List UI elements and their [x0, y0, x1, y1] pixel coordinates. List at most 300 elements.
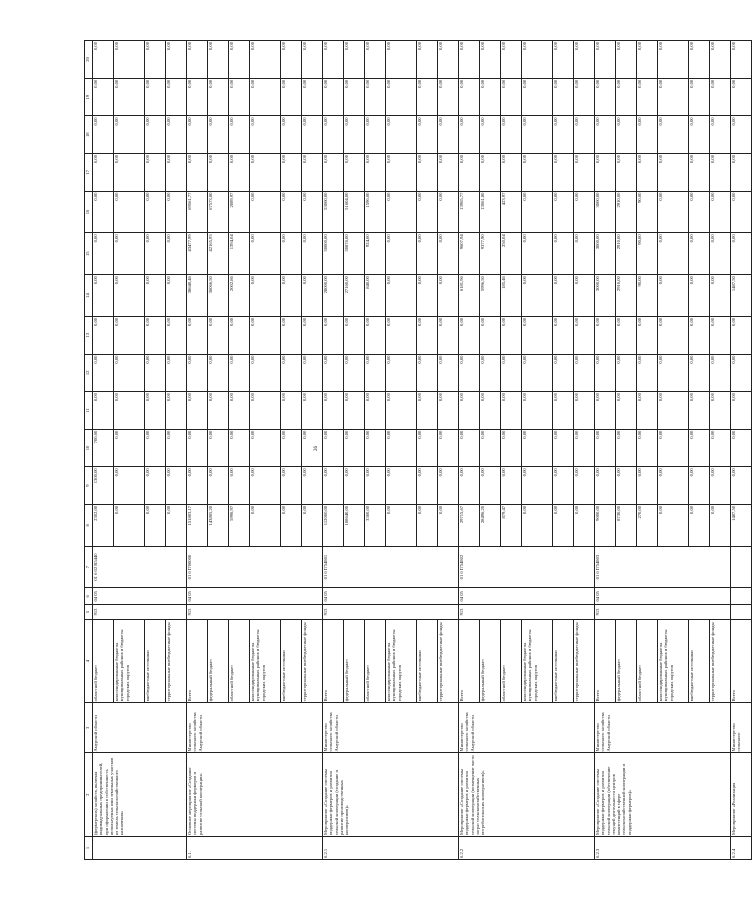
header-cell: 9 [85, 467, 93, 505]
amount-cell: 42165,93 [208, 233, 229, 275]
amount-cell: 0,00 [553, 41, 574, 79]
amount-cell: 0,00 [689, 504, 710, 546]
amount-cell: 2302,00 [93, 504, 114, 546]
amount-cell: 0,00 [574, 153, 595, 191]
amount-cell: 0,00 [281, 191, 302, 233]
amount-cell: 0,00 [689, 275, 710, 317]
funding-source: территориальные внебюджетные фонды [710, 619, 731, 703]
amount-cell: 0,00 [438, 275, 459, 317]
amount-cell: 0,00 [658, 116, 689, 154]
amount-cell: 0,00 [281, 41, 302, 79]
amount-cell: 0,00 [595, 116, 616, 154]
amount-cell: 0,00 [417, 233, 438, 275]
amount-cell: 0,00 [344, 116, 365, 154]
amount-cell: 0,00 [145, 467, 166, 505]
amount-cell: 0,00 [553, 429, 574, 467]
grbs-code: 913 [595, 605, 731, 620]
amount-cell: 0,00 [323, 316, 344, 354]
amount-cell: 0,00 [323, 392, 344, 430]
amount-cell: 0,00 [658, 275, 689, 317]
amount-cell: 0,00 [637, 41, 658, 79]
amount-cell: 0,00 [637, 354, 658, 392]
amount-cell: 0,00 [438, 392, 459, 430]
section-code: 04 05 [595, 588, 731, 605]
amount-cell: 0,00 [208, 153, 229, 191]
amount-cell: 0,00 [710, 392, 731, 430]
amount-cell: 0,00 [658, 504, 689, 546]
amount-cell: 0,00 [731, 233, 752, 275]
amount-cell: 0,00 [417, 41, 438, 79]
executor: Министерство сельского хозяйства Амурской области [323, 703, 459, 753]
amount-cell: 30876,00 [344, 233, 365, 275]
amount-cell: 0,00 [187, 392, 208, 430]
amount-cell: 0,00 [553, 153, 574, 191]
amount-cell: 0,00 [480, 153, 501, 191]
funding-source: консолидированные бюджеты муниципальных районов и бюджеты городских округов [522, 619, 553, 703]
amount-cell: 0,00 [229, 116, 250, 154]
amount-cell: 30000,00 [323, 233, 344, 275]
amount-cell: 0,00 [689, 153, 710, 191]
amount-cell: 0,00 [459, 429, 480, 467]
amount-cell: 0,00 [710, 316, 731, 354]
amount-cell: 0,00 [187, 316, 208, 354]
amount-cell: 0,00 [281, 233, 302, 275]
amount-cell: 0,00 [689, 233, 710, 275]
header-cell: 14 [85, 275, 93, 317]
page-number: 26 [314, 446, 319, 451]
target-article-code [731, 546, 752, 588]
amount-cell: 0,00 [438, 467, 459, 505]
amount-cell: 0,00 [187, 429, 208, 467]
executor: Амурской области [93, 703, 187, 753]
amount-cell: 0,00 [166, 116, 187, 154]
amount-cell: 9607,94 [459, 233, 480, 275]
amount-cell: 0,00 [145, 153, 166, 191]
amount-cell: 69561,77 [187, 191, 208, 233]
header-cell: 8 [85, 504, 93, 546]
amount-cell: 0,00 [365, 392, 386, 430]
amount-cell: 0,00 [501, 316, 522, 354]
amount-cell: 0,00 [166, 78, 187, 116]
item-name: Мероприятие «Создание системы поддержки фермеров и развития сельской кооперации (создание и развитие производственных кооперативов)» [323, 753, 459, 837]
table-body [93, 41, 752, 860]
amount-cell: 0,00 [501, 78, 522, 116]
funding-source: консолидированные бюджеты муниципальных районов и бюджеты городских округов [250, 619, 281, 703]
amount-cell: 0,00 [386, 429, 417, 467]
funding-source: внебюджетные источники [145, 619, 166, 703]
item-name: (фермерских) хозяйств, включая индивидуальных предпринимателей, при оформлении в собственность используемых ими земельных участков из земель сельскохозяйственного назначения» [93, 753, 187, 837]
amount-cell: 0,00 [574, 392, 595, 430]
amount-cell: 0,00 [522, 392, 553, 430]
amount-cell: 0,00 [323, 354, 344, 392]
amount-cell: 0,00 [114, 392, 145, 430]
amount-cell: 0,00 [145, 116, 166, 154]
funding-source: федеральный бюджет [480, 619, 501, 703]
amount-cell: 0,00 [731, 78, 752, 116]
amount-cell: 0,00 [344, 78, 365, 116]
grbs-code: 913 [187, 605, 323, 620]
amount-cell: 0,00 [302, 78, 323, 116]
amount-cell: 5996,97 [229, 504, 250, 546]
amount-cell: 0,00 [323, 78, 344, 116]
amount-cell: 0,00 [208, 316, 229, 354]
amount-cell: 0,00 [710, 275, 731, 317]
funding-source: Всего [187, 619, 208, 703]
amount-cell: 0,00 [637, 467, 658, 505]
amount-cell: 0,00 [459, 116, 480, 154]
amount-cell: 0,00 [417, 78, 438, 116]
amount-cell: 0,00 [689, 116, 710, 154]
amount-cell: 0,00 [250, 233, 281, 275]
amount-cell: 0,00 [501, 392, 522, 430]
amount-cell: 38640,46 [187, 275, 208, 317]
amount-cell: 924,00 [365, 233, 386, 275]
amount-cell: 0,00 [344, 316, 365, 354]
funding-source: областной бюджет [93, 619, 114, 703]
target-article-code: 01 6 I700000 [187, 546, 323, 588]
amount-cell: 0,00 [438, 354, 459, 392]
executor: Министерство сельского хозяйства Амурской области [187, 703, 323, 753]
header-cell: 7 [85, 546, 93, 588]
section-code [731, 588, 752, 605]
amount-cell: 0,00 [302, 392, 323, 430]
amount-cell: 6181,96 [459, 275, 480, 317]
header-cell: 18 [85, 116, 93, 154]
amount-cell: 51604,00 [344, 191, 365, 233]
executor: Министерство сельского [731, 703, 752, 753]
item-number: 6.1. [187, 837, 323, 860]
amount-cell: 0,00 [365, 467, 386, 505]
amount-cell: 0,00 [166, 392, 187, 430]
executor: Министерство сельского хозяйства Амурской области [595, 703, 731, 753]
amount-cell: 0,00 [386, 233, 417, 275]
amount-cell: 0,00 [166, 275, 187, 317]
amount-cell: 0,00 [522, 78, 553, 116]
amount-cell: 1596,00 [365, 191, 386, 233]
amount-cell: 0,00 [386, 78, 417, 116]
amount-cell: 0,00 [658, 429, 689, 467]
amount-cell: 0,00 [553, 191, 574, 233]
amount-cell: 0,00 [281, 316, 302, 354]
amount-cell: 151803,17 [187, 504, 208, 546]
amount-cell: 0,00 [459, 392, 480, 430]
item-number: 6.2.3 [595, 837, 731, 860]
amount-cell: 0,00 [344, 354, 365, 392]
amount-cell: 0,00 [166, 233, 187, 275]
funding-source: территориальные внебюджетные фонды [574, 619, 595, 703]
amount-cell: 0,00 [114, 116, 145, 154]
amount-cell: 0,00 [459, 316, 480, 354]
header-cell: 16 [85, 191, 93, 233]
amount-cell: 0,00 [302, 116, 323, 154]
amount-cell: 0,00 [229, 392, 250, 430]
item-name: Мероприятие «Создание системы поддержки фермеров и развития сельской кооперации (обеспечение текущей деятельности центров компетенций в сфере сельскохозяйственной кооперации и поддержки фермеров)» [595, 753, 731, 837]
amount-cell: 0,00 [710, 78, 731, 116]
amount-cell: 0,00 [574, 429, 595, 467]
amount-cell: 143805,20 [208, 504, 229, 546]
amount-cell: 840,00 [365, 275, 386, 317]
item-name: Основное мероприятие «Создание системы поддержки фермеров и развитие сельской кооперации» [187, 753, 323, 837]
amount-cell: 0,00 [145, 316, 166, 354]
amount-cell: 0,00 [616, 78, 637, 116]
amount-cell: 0,00 [480, 41, 501, 79]
funding-source: федеральный бюджет [344, 619, 365, 703]
amount-cell: 2002,86 [229, 275, 250, 317]
funding-source: территориальные внебюджетные фонды [166, 619, 187, 703]
amount-cell: 90,00 [637, 191, 658, 233]
amount-cell: 0,00 [187, 78, 208, 116]
amount-cell: 29715,67 [459, 504, 480, 546]
amount-cell: 0,00 [459, 354, 480, 392]
amount-cell: 0,00 [187, 467, 208, 505]
grbs-code [731, 605, 752, 620]
amount-cell: 0,00 [658, 41, 689, 79]
amount-cell: 0,00 [323, 41, 344, 79]
amount-cell: 0,00 [522, 191, 553, 233]
amount-cell: 0,00 [323, 467, 344, 505]
amount-cell: 0,00 [731, 116, 752, 154]
amount-cell: 0,00 [522, 116, 553, 154]
amount-cell: 0,00 [417, 354, 438, 392]
amount-cell: 250,04 [501, 233, 522, 275]
rotated-table-container [84, 40, 742, 860]
amount-cell: 0,00 [417, 467, 438, 505]
amount-cell: 0,00 [553, 233, 574, 275]
amount-cell: 0,00 [386, 41, 417, 79]
amount-cell: 0,00 [574, 78, 595, 116]
amount-cell: 0,00 [658, 78, 689, 116]
amount-cell: 0,00 [93, 392, 114, 430]
amount-cell: 3000,00 [595, 233, 616, 275]
amount-cell: 2089,97 [229, 191, 250, 233]
amount-cell: 0,00 [438, 429, 459, 467]
amount-cell: 0,00 [250, 392, 281, 430]
amount-cell: 0,00 [250, 116, 281, 154]
amount-cell: 0,00 [574, 233, 595, 275]
amount-cell: 0,00 [386, 504, 417, 546]
amount-cell: 0,00 [522, 504, 553, 546]
amount-cell: 0,00 [250, 78, 281, 116]
amount-cell: 0,00 [365, 354, 386, 392]
funding-source: Всего [323, 619, 344, 703]
amount-cell: 0,00 [93, 275, 114, 317]
amount-cell: 0,00 [616, 153, 637, 191]
amount-cell: 1487,50 [731, 504, 752, 546]
amount-cell: 0,00 [250, 316, 281, 354]
amount-cell: 112000,00 [323, 504, 344, 546]
header-cell: 15 [85, 233, 93, 275]
amount-cell: 0,00 [281, 153, 302, 191]
amount-cell: 2910,00 [616, 233, 637, 275]
amount-cell: 0,00 [616, 354, 637, 392]
amount-cell: 0,00 [302, 275, 323, 317]
amount-cell: 0,00 [480, 392, 501, 430]
grbs-code: 913 [323, 605, 459, 620]
amount-cell: 0,00 [302, 354, 323, 392]
amount-cell: 0,00 [595, 316, 616, 354]
amount-cell: 0,00 [114, 153, 145, 191]
amount-cell: 0,00 [417, 392, 438, 430]
amount-cell: 0,00 [595, 467, 616, 505]
amount-cell: 0,00 [229, 78, 250, 116]
section-code: 04 05 [459, 588, 595, 605]
amount-cell: 0,00 [114, 429, 145, 467]
amount-cell: 0,00 [281, 354, 302, 392]
amount-cell: 0,00 [689, 354, 710, 392]
amount-cell: 0,00 [637, 429, 658, 467]
amount-cell: 0,00 [417, 153, 438, 191]
amount-cell: 0,00 [145, 78, 166, 116]
amount-cell: 0,00 [386, 467, 417, 505]
amount-cell: 0,00 [501, 354, 522, 392]
amount-cell: 0,00 [302, 233, 323, 275]
amount-cell: 2910,00 [616, 191, 637, 233]
amount-cell: 0,00 [250, 191, 281, 233]
amount-cell: 0,00 [480, 116, 501, 154]
header-cell: 12 [85, 354, 93, 392]
amount-cell: 28000,00 [323, 275, 344, 317]
amount-cell: 0,00 [93, 316, 114, 354]
section-code: 04 05 [93, 588, 187, 605]
amount-cell: 0,00 [689, 392, 710, 430]
amount-cell: 0,00 [480, 78, 501, 116]
header-row [85, 41, 93, 860]
amount-cell: 0,00 [208, 41, 229, 79]
header-cell: 13 [85, 316, 93, 354]
amount-cell: 0,00 [595, 153, 616, 191]
amount-cell: 0,00 [658, 191, 689, 233]
amount-cell: 0,00 [616, 316, 637, 354]
amount-cell: 0,00 [438, 233, 459, 275]
amount-cell: 0,00 [731, 191, 752, 233]
amount-cell: 1394,04 [229, 233, 250, 275]
amount-cell: 28496,20 [480, 504, 501, 546]
funding-source: федеральный бюджет [208, 619, 229, 703]
amount-cell: 0,00 [710, 354, 731, 392]
amount-cell: 0,00 [637, 153, 658, 191]
amount-cell: 0,00 [553, 78, 574, 116]
amount-cell: 0,00 [710, 429, 731, 467]
amount-cell: 0,00 [438, 504, 459, 546]
amount-cell: 0,00 [501, 116, 522, 154]
funding-source: областной бюджет [501, 619, 522, 703]
amount-cell: 0,00 [166, 504, 187, 546]
amount-cell: 0,00 [302, 41, 323, 79]
table-row [93, 41, 114, 860]
amount-cell: 0,00 [637, 392, 658, 430]
amount-cell: 0,00 [365, 153, 386, 191]
header-cell: 11 [85, 392, 93, 430]
amount-cell: 0,00 [480, 429, 501, 467]
section-code: 04 05 [323, 588, 459, 605]
amount-cell: 90,00 [637, 275, 658, 317]
item-number: 6.2.2 [459, 837, 595, 860]
amount-cell: 0,00 [187, 116, 208, 154]
amount-cell: 0,00 [658, 316, 689, 354]
amount-cell: 0,00 [522, 467, 553, 505]
amount-cell: 0,00 [166, 153, 187, 191]
amount-cell: 0,00 [710, 116, 731, 154]
amount-cell: 0,00 [250, 354, 281, 392]
amount-cell: 0,00 [616, 429, 637, 467]
amount-cell: 0,00 [459, 78, 480, 116]
amount-cell: 0,00 [731, 153, 752, 191]
amount-cell: 90,00 [637, 233, 658, 275]
amount-cell: 270,00 [637, 504, 658, 546]
amount-cell: 0,00 [501, 41, 522, 79]
amount-cell: 0,00 [574, 116, 595, 154]
amount-cell: 0,00 [114, 467, 145, 505]
amount-cell: 0,00 [229, 354, 250, 392]
header-cell: 17 [85, 153, 93, 191]
amount-cell: 0,00 [323, 116, 344, 154]
amount-cell: 1300,00 [93, 467, 114, 505]
amount-cell: 0,00 [731, 392, 752, 430]
amount-cell: 0,00 [501, 153, 522, 191]
funding-source: консолидированные бюджеты муниципальных районов и бюджеты городских округов [114, 619, 145, 703]
amount-cell: 0,00 [480, 316, 501, 354]
amount-cell: 0,00 [114, 78, 145, 116]
funding-source: территориальные внебюджетные фонды [438, 619, 459, 703]
amount-cell: 0,00 [281, 504, 302, 546]
funding-source: консолидированные бюджеты муниципальных районов и бюджеты городских округов [386, 619, 417, 703]
amount-cell: 0,00 [302, 429, 323, 467]
funding-source: внебюджетные источники [689, 619, 710, 703]
amount-cell: 0,00 [386, 316, 417, 354]
amount-cell: 0,00 [522, 275, 553, 317]
funding-source: Всего [731, 619, 752, 703]
amount-cell: 0,00 [438, 116, 459, 154]
amount-cell: 0,00 [281, 275, 302, 317]
amount-cell: 0,00 [501, 429, 522, 467]
amount-cell: 0,00 [595, 429, 616, 467]
amount-cell: 3000,00 [595, 275, 616, 317]
amount-cell: 0,00 [595, 41, 616, 79]
amount-cell: 0,00 [166, 191, 187, 233]
amount-cell: 0,00 [344, 429, 365, 467]
amount-cell: 0,00 [386, 392, 417, 430]
amount-cell: 0,00 [553, 316, 574, 354]
amount-cell: 1487,50 [731, 275, 752, 317]
amount-cell: 0,00 [553, 116, 574, 154]
table-row [595, 41, 616, 860]
amount-cell: 0,00 [710, 233, 731, 275]
funding-source: внебюджетные источники [553, 619, 574, 703]
amount-cell: 0,00 [208, 354, 229, 392]
amount-cell: 0,00 [166, 429, 187, 467]
amount-cell: 0,00 [689, 78, 710, 116]
amount-cell: 0,00 [114, 316, 145, 354]
amount-cell: 0,00 [689, 316, 710, 354]
amount-cell: 0,00 [710, 504, 731, 546]
grbs-code: 913 [93, 605, 187, 620]
amount-cell: 0,00 [365, 116, 386, 154]
amount-cell: 0,00 [93, 153, 114, 191]
funding-source: территориальные внебюджетные фонды [302, 619, 323, 703]
funding-source: консолидированные бюджеты муниципальных районов и бюджеты городских округов [658, 619, 689, 703]
amount-cell: 0,00 [114, 504, 145, 546]
amount-cell: 0,00 [553, 467, 574, 505]
amount-cell: 13061,80 [480, 191, 501, 233]
amount-cell: 0,00 [229, 153, 250, 191]
funding-source: внебюджетные источники [281, 619, 302, 703]
amount-cell: 0,00 [302, 191, 323, 233]
amount-cell: 0,00 [281, 392, 302, 430]
amount-cell: 0,00 [731, 41, 752, 79]
amount-cell: 0,00 [145, 41, 166, 79]
amount-cell: 0,00 [417, 275, 438, 317]
target-article-code: 01 6 I754803 [595, 546, 731, 588]
